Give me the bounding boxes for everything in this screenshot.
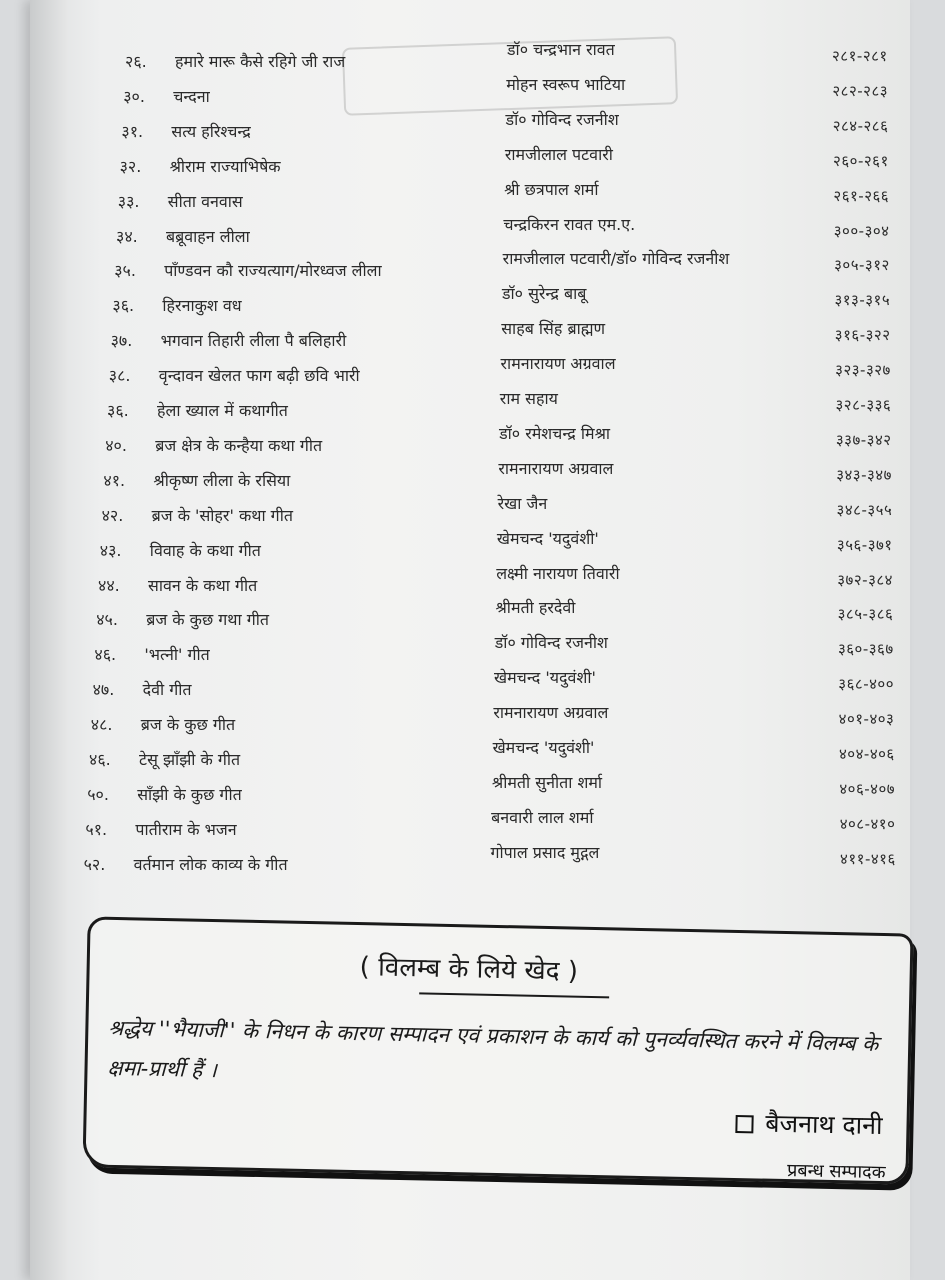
toc-item-author: मोहन स्वरूप भाटिया bbox=[506, 74, 626, 94]
toc-row bbox=[0, 109, 945, 154]
toc-item-title: टेसू झाँझी के गीत bbox=[139, 750, 241, 769]
signature-role: प्रबन्ध सम्पादक bbox=[786, 1160, 886, 1184]
toc-item-author: चन्द्रकिरन रावत एम.ए. bbox=[503, 214, 636, 234]
toc-item-pages: ४०४-४०६ bbox=[839, 745, 895, 763]
toc-item-pages: २८२-२८३ bbox=[832, 81, 889, 100]
toc-item-number: ४४. bbox=[98, 575, 120, 595]
toc-item-title: पातीराम के भजन bbox=[135, 819, 237, 839]
toc-row bbox=[0, 563, 945, 608]
toc-row bbox=[0, 214, 945, 259]
toc-row bbox=[0, 493, 945, 538]
toc-item-pages: २६१-२६६ bbox=[833, 186, 890, 205]
toc-item-author: लक्ष्मी नारायण तिवारी bbox=[496, 563, 620, 583]
toc-item-author: खेमचन्द 'यदुवंशी' bbox=[496, 528, 599, 548]
toc-item-pages: ३७२-३८४ bbox=[837, 570, 893, 589]
toc-item-pages: ३६८-४०० bbox=[838, 675, 895, 694]
toc-item-number: ३६. bbox=[107, 401, 129, 420]
toc-item-number: ३३. bbox=[117, 191, 140, 211]
toc-row bbox=[0, 389, 945, 433]
toc-item-pages: ३१३-३१५ bbox=[834, 291, 891, 310]
toc-item-title: भगवान तिहारी लीला पै बलिहारी bbox=[160, 331, 347, 351]
toc-item-title: साँझी के कुछ गीत bbox=[137, 784, 242, 804]
toc-item-title: वर्तमान लोक काव्य के गीत bbox=[133, 854, 288, 874]
toc-item-number: ४१. bbox=[103, 470, 126, 490]
toc-item-pages: ४०८-४१० bbox=[839, 814, 896, 833]
toc-item-title: श्रीराम राज्याभिषेक bbox=[169, 156, 281, 176]
toc-row bbox=[0, 668, 945, 712]
toc-item-author: रामनारायण अग्रवाल bbox=[500, 354, 616, 374]
toc-item-pages: ३३७-३४२ bbox=[835, 430, 892, 449]
toc-item-title: ब्रज के कुछ गथा गीत bbox=[146, 610, 269, 630]
notice-text: श्रद्धेय ''भैयाजी'' के निधन के कारण सम्पादन एवं प्रकाशन के कार्य को पुनर्व्यवस्थित करने में विलम्ब के क्षमा-प्रार्थी हैं । bbox=[107, 1015, 879, 1083]
toc-item-pages: २८४-२८६ bbox=[832, 116, 889, 135]
toc-item-author: डॉ० गोविन्द रजनीश bbox=[494, 633, 608, 653]
toc-item-author: डॉ० चन्द्रभान रावत bbox=[507, 40, 615, 59]
toc-item-number: ४३. bbox=[99, 540, 122, 560]
toc-item-title: देवी गीत bbox=[142, 680, 192, 700]
toc-row bbox=[0, 528, 945, 573]
toc-item-title: ब्रज के 'सोहर' कथा गीत bbox=[151, 505, 293, 525]
notice-signature bbox=[735, 1105, 883, 1142]
toc-item-number: ३७. bbox=[110, 331, 133, 351]
toc-item-author: श्रीमती हरदेवी bbox=[495, 598, 576, 618]
toc-item-pages: ३४३-३४७ bbox=[836, 465, 892, 484]
toc-row bbox=[0, 249, 945, 293]
toc-item-pages: ३००-३०४ bbox=[833, 221, 890, 240]
toc-item-number: ५२. bbox=[83, 854, 106, 874]
toc-item-pages: ४११-४१६ bbox=[840, 849, 896, 868]
toc-row bbox=[0, 144, 945, 189]
toc-item-pages: ३८५-३८६ bbox=[837, 605, 894, 624]
toc-item-title: सीता वनवास bbox=[167, 191, 243, 211]
toc-item-pages: ४०६-४०७ bbox=[839, 779, 896, 798]
toc-item-title: हेला ख्याल में कथागीत bbox=[157, 401, 288, 420]
toc-row bbox=[0, 633, 945, 677]
toc-item-pages: ३४८-३५५ bbox=[836, 500, 893, 519]
toc-item-title: ब्रज क्षेत्र के कन्हैया कथा गीत bbox=[155, 435, 323, 455]
toc-item-author: खेमचन्द 'यदुवंशी' bbox=[492, 738, 595, 757]
toc-item-pages: ३२३-३२७ bbox=[835, 361, 891, 380]
toc-item-number: २६. bbox=[125, 52, 147, 71]
toc-item-author: रामनारायण अग्रवाल bbox=[493, 703, 609, 723]
toc-item-number: ३५. bbox=[114, 261, 136, 281]
toc-item-author: डॉ० रमेशचन्द्र मिश्रा bbox=[499, 423, 611, 443]
toc-row bbox=[0, 458, 945, 503]
checkbox-square-icon bbox=[735, 1115, 753, 1133]
toc-item-number: ४२. bbox=[101, 505, 124, 525]
toc-item-title: चन्दना bbox=[173, 86, 210, 106]
toc-item-pages: २६०-२६१ bbox=[833, 151, 889, 170]
toc-item-number: ४५. bbox=[96, 610, 118, 630]
toc-item-title: पाँण्डवन कौ राज्यत्याग/मोरध्वज लीला bbox=[164, 261, 382, 281]
toc-item-author: खेमचन्द 'यदुवंशी' bbox=[494, 668, 596, 688]
toc-row bbox=[0, 319, 945, 363]
toc-item-number: ४८. bbox=[90, 715, 113, 735]
toc-item-author: रेखा जैन bbox=[497, 493, 548, 513]
toc-item-author: डॉ० सुरेन्द्र बाबू bbox=[501, 284, 587, 304]
toc-row bbox=[0, 74, 945, 119]
toc-row bbox=[0, 738, 945, 782]
toc-item-number: ३०. bbox=[123, 86, 145, 106]
toc-item-number: ४०. bbox=[105, 435, 127, 455]
toc-item-number: ४६. bbox=[89, 750, 111, 769]
toc-item-author: रामनारायण अग्रवाल bbox=[498, 458, 614, 478]
signature-name: बैजनाथ दानी bbox=[765, 1108, 883, 1141]
toc-item-author: राम सहाय bbox=[499, 389, 558, 408]
toc-item-number: ३६. bbox=[112, 296, 135, 316]
notice-title: ( विलम्ब के लिये खेद ) bbox=[359, 952, 579, 987]
toc-item-pages: ३५६-३७१ bbox=[836, 535, 893, 554]
toc-item-pages: ३०५-३१२ bbox=[834, 256, 890, 275]
toc-item-number: ३२. bbox=[119, 156, 142, 176]
toc-row bbox=[0, 807, 945, 852]
toc-row bbox=[0, 40, 945, 84]
toc-item-number: ४७. bbox=[92, 680, 115, 700]
toc-item-title: ब्रज के कुछ गीत bbox=[140, 715, 236, 735]
toc-item-number: ५१. bbox=[85, 819, 108, 839]
toc-item-title: हमारे मारू कैसे रहिगे जी राज bbox=[175, 52, 346, 71]
toc-row bbox=[0, 842, 945, 887]
toc-item-title: वृन्दावन खेलत फाग बढ़ी छवि भारी bbox=[158, 366, 360, 386]
toc-item-author: बनवारी लाल शर्मा bbox=[491, 807, 594, 827]
toc-item-author: साहब सिंह ब्राह्मण bbox=[501, 319, 606, 339]
toc-item-number: ३८. bbox=[108, 366, 131, 386]
toc-item-title: सावन के कथा गीत bbox=[148, 575, 258, 595]
toc-item-title: सत्य हरिश्चन्द्र bbox=[171, 121, 251, 141]
toc-item-pages: ४०१-४०३ bbox=[838, 710, 895, 729]
notice-box bbox=[82, 916, 913, 1184]
toc-item-number: ५०. bbox=[87, 784, 109, 804]
toc-item-author: श्री छत्रपाल शर्मा bbox=[504, 179, 599, 199]
toc-item-author: रामजीलाल पटवारी bbox=[504, 144, 613, 164]
toc-item-number: ३१. bbox=[121, 121, 144, 141]
toc-item-pages: ३१६-३२२ bbox=[834, 326, 891, 345]
toc-item-author: डॉ० गोविन्द रजनीश bbox=[505, 109, 619, 129]
toc-item-title: विवाह के कथा गीत bbox=[149, 540, 261, 560]
toc-item-pages: २८१-२८१ bbox=[832, 47, 888, 65]
toc-item-number: ४६. bbox=[94, 645, 117, 665]
toc-item-author: श्रीमती सुनीता शर्मा bbox=[491, 772, 603, 792]
toc-item-title: बब्रूवाहन लीला bbox=[166, 226, 250, 246]
toc-row bbox=[0, 179, 945, 224]
toc-item-author: गोपाल प्रसाद मुद्गल bbox=[490, 842, 600, 862]
toc-item-pages: ३६०-३६७ bbox=[837, 640, 894, 659]
toc-item-pages: ३२८-३३६ bbox=[835, 396, 892, 414]
notice-title-underline bbox=[419, 992, 609, 998]
toc-item-title: 'भत्नी' गीत bbox=[144, 645, 210, 665]
toc-row bbox=[0, 284, 945, 328]
toc-item-number: ३४. bbox=[116, 226, 138, 246]
toc-row bbox=[0, 354, 945, 398]
toc-item-title: हिरनाकुश वध bbox=[162, 296, 242, 316]
toc-item-author: रामजीलाल पटवारी/डॉ० गोविन्द रजनीश bbox=[502, 249, 730, 269]
toc-row bbox=[0, 772, 945, 817]
toc-row bbox=[0, 703, 945, 747]
toc-item-title: श्रीकृष्ण लीला के रसिया bbox=[153, 470, 291, 490]
toc-row bbox=[0, 423, 945, 468]
toc-row bbox=[0, 598, 945, 642]
